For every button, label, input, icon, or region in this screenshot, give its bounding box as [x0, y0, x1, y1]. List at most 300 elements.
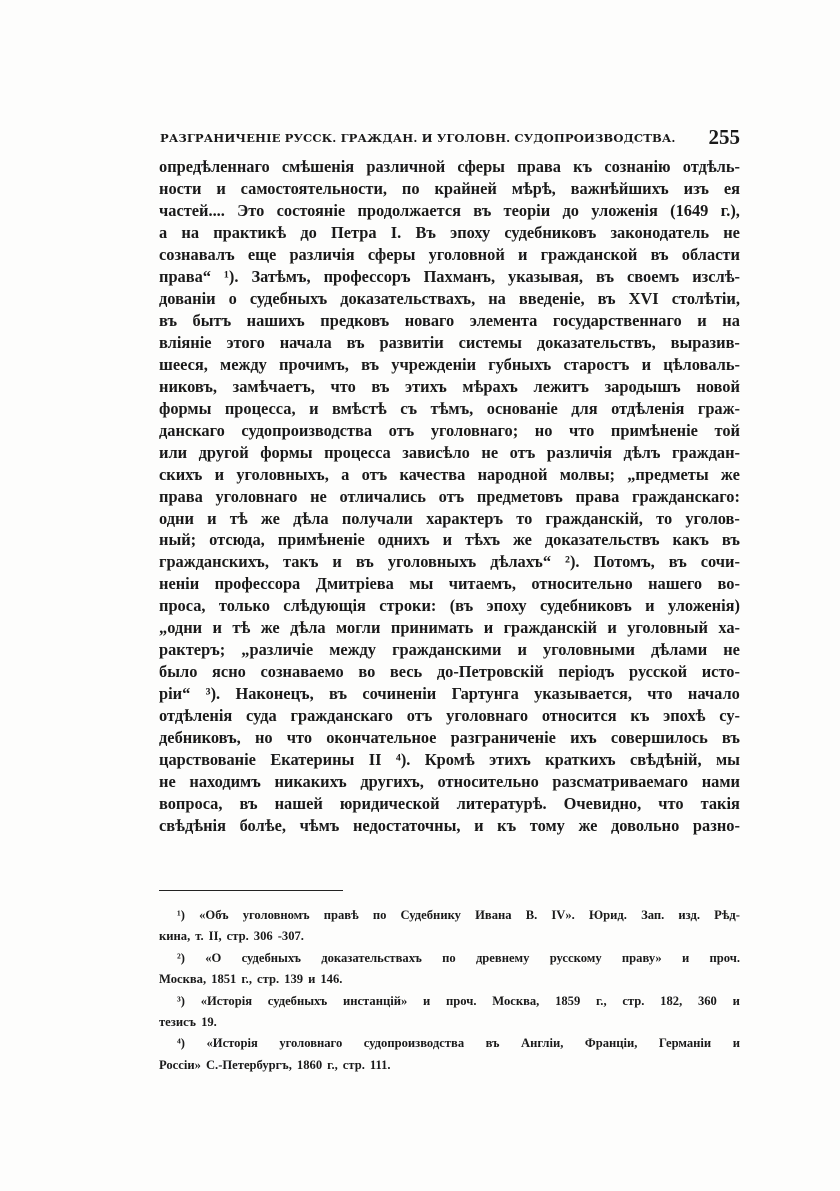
word: въ [597, 288, 616, 308]
word: русской [629, 662, 688, 682]
body-line [159, 288, 740, 310]
word: прочимъ, [279, 354, 349, 374]
word: Пахманъ, [423, 266, 496, 286]
word: изслѣ- [692, 266, 740, 286]
word: доказательствъ [544, 530, 660, 550]
word: судебныхъ [249, 288, 328, 308]
word: сочиненіи [362, 684, 437, 704]
word: стр. [226, 929, 249, 944]
word: данскаго [159, 420, 225, 440]
word: вопроса, [159, 794, 223, 814]
body-line [159, 683, 740, 705]
word: или [159, 442, 188, 462]
word: между [220, 354, 267, 374]
word: уголов- [685, 508, 740, 528]
word: а [341, 464, 350, 484]
word: что [658, 794, 684, 814]
word: тѣмъ, [430, 398, 474, 418]
word: разсматриваемаго [552, 772, 689, 792]
word: же [260, 508, 280, 528]
body-line [159, 244, 740, 266]
word: никовъ, [159, 376, 217, 396]
word: бытъ [192, 310, 232, 330]
word: Германіи [658, 1036, 712, 1051]
word: уложенія) [667, 596, 740, 616]
word: Екатерины [270, 750, 355, 770]
word: по [401, 178, 420, 198]
word: до [562, 200, 579, 220]
word: „одни [159, 618, 203, 638]
word: древнему [475, 950, 530, 965]
body-line [159, 661, 740, 683]
word: мы [409, 574, 434, 594]
word: весь [389, 662, 423, 682]
word: сознаваемо [260, 662, 344, 682]
word: г., [327, 1057, 338, 1072]
word: отъ [406, 706, 433, 726]
word: элемента [469, 310, 538, 330]
word: Затѣмъ, [251, 266, 311, 286]
word: 146. [320, 972, 343, 987]
word: ихъ [570, 728, 597, 748]
word: такъ [282, 552, 319, 572]
footnote-line [159, 1055, 740, 1076]
word: „предметы [627, 464, 709, 484]
word: отъ [509, 442, 536, 462]
word: своемъ [627, 266, 680, 286]
word: отличались [339, 486, 426, 506]
word: уголовными [543, 640, 635, 660]
word: дѣла [293, 508, 329, 528]
word: что [286, 728, 313, 748]
word: изд. [678, 908, 701, 922]
word: проч. [709, 950, 740, 965]
word: уголовный [627, 618, 708, 638]
word: (въ [449, 596, 474, 616]
word: другихъ, [360, 772, 424, 792]
word: во [358, 662, 376, 682]
body-line [159, 551, 740, 573]
word: судебныхъ [241, 950, 302, 965]
word: II, [208, 929, 222, 944]
word: Рѣд- [714, 908, 740, 922]
word: новаго [404, 310, 455, 330]
word: Это [237, 200, 265, 220]
word: тѣхъ [465, 530, 501, 550]
word: отсюда, [209, 530, 265, 550]
word: уголовнаго; [430, 420, 519, 440]
word: Гартунга [451, 684, 519, 704]
word: указывая, [508, 266, 584, 286]
word: что [647, 684, 673, 704]
word: до-Петровскій [436, 662, 544, 682]
word: уголовнаго [279, 1036, 343, 1051]
word: Москва, [492, 993, 540, 1008]
word: учрежденіи [391, 354, 477, 374]
word: продолжается [357, 200, 461, 220]
word: относительно [531, 574, 633, 594]
word: различной [366, 157, 446, 176]
running-head [160, 126, 740, 150]
word: дѣлами [651, 640, 708, 660]
word: разно- [692, 816, 740, 836]
word: строки: [379, 596, 437, 616]
word: этихъ [405, 376, 447, 396]
word: относится [541, 706, 617, 726]
word: нашей [274, 794, 323, 814]
word: ⁴). [395, 750, 411, 770]
word: но [254, 728, 273, 748]
body-line [159, 486, 740, 508]
body-line [159, 573, 740, 595]
word: царствованіе [159, 750, 256, 770]
word: однихъ [377, 530, 430, 550]
word: ности [159, 178, 202, 198]
word: но [534, 420, 553, 440]
word: же [578, 816, 598, 836]
word: гражданскаго: [632, 486, 740, 506]
word: въ [355, 552, 374, 572]
word: рактеръ; [159, 640, 226, 660]
word: уголовномъ [242, 908, 310, 922]
word: слѣдующія [283, 596, 366, 616]
word: отъ [438, 486, 465, 506]
word: могли [336, 618, 381, 638]
word: и [641, 354, 652, 374]
word: (1649 [670, 200, 709, 220]
word: лежитъ [533, 376, 589, 396]
footnotes [159, 905, 740, 1076]
word: 19. [201, 1014, 217, 1029]
word: и [681, 950, 690, 965]
word: неніи [159, 574, 200, 594]
word: въ [721, 530, 740, 550]
word: Судебнику [400, 908, 461, 922]
word: Наконецъ, [235, 684, 314, 704]
word: XVI [628, 288, 659, 308]
word: Дмитріева [315, 574, 394, 594]
word: гражданскаго [290, 706, 393, 726]
word: этого [226, 332, 265, 352]
word: судебниковъ [539, 596, 632, 616]
word: предковъ [320, 310, 390, 330]
word: суда [246, 706, 277, 726]
body-line [159, 442, 740, 464]
word: права [575, 486, 620, 506]
word: столѣтіи, [671, 288, 740, 308]
word: сознанію [604, 157, 671, 176]
word: «Исторія [206, 1036, 258, 1051]
body-line [159, 639, 740, 661]
body-line [159, 595, 740, 617]
word: начала [279, 332, 332, 352]
word: нашихъ [246, 310, 305, 330]
word: и [645, 596, 655, 616]
word: молвы; [559, 464, 615, 484]
word: Очевидно, [563, 794, 642, 814]
word: дованіи [159, 288, 216, 308]
word: юридической [339, 794, 440, 814]
word: права [517, 157, 561, 176]
word: системы [458, 332, 522, 352]
word: не [723, 640, 740, 660]
word: на [488, 288, 506, 308]
word: отдѣль- [682, 157, 740, 176]
word: указывается, [534, 684, 632, 704]
word: ный; [159, 530, 197, 550]
word: вліяніе [159, 332, 212, 352]
word: въ [668, 552, 687, 572]
word: гражданскій, [545, 508, 643, 528]
word: въ [346, 332, 365, 352]
word: получали [341, 508, 413, 528]
word: свѣдѣнія [159, 816, 226, 836]
word: различія [546, 442, 612, 462]
word: новой [696, 376, 740, 396]
word: въ [371, 376, 390, 396]
footnote-line [159, 926, 740, 947]
word: су- [719, 706, 740, 726]
footnote-line [159, 969, 740, 990]
word: дебниковъ, [159, 728, 241, 748]
word: проса, [159, 596, 206, 616]
footnote-line [159, 905, 740, 926]
body-line [159, 310, 740, 332]
word: во- [717, 574, 740, 594]
word: и [332, 552, 342, 572]
word: основаніе [486, 398, 558, 418]
word: крайней [434, 178, 497, 198]
word: замѣчаетъ, [232, 376, 315, 396]
word: той [714, 420, 740, 440]
word: читаемъ, [448, 574, 516, 594]
footnote-line [159, 948, 740, 969]
word: эпоху [486, 596, 527, 616]
word: одни [159, 508, 194, 528]
word: уголовныхъ [387, 552, 477, 572]
word: находимъ [189, 772, 261, 792]
word: въ [329, 684, 348, 704]
word: изъ [683, 178, 709, 198]
word: съ [400, 398, 418, 418]
word: гражданскихъ, [159, 552, 269, 572]
word: и [214, 464, 225, 484]
word: смѣшенія [281, 157, 355, 176]
word: ріи“ [159, 684, 191, 704]
word: уложенія [591, 200, 658, 220]
word: отдѣленія [159, 706, 233, 726]
word: вмѣстѣ [332, 398, 387, 418]
word: народной [477, 464, 548, 484]
footnote-line [159, 1012, 740, 1033]
word: нами [701, 772, 740, 792]
word: недостаточны, [352, 816, 461, 836]
word: литературѣ. [456, 794, 547, 814]
word: 182, [660, 993, 683, 1008]
word: Потомъ, [593, 552, 655, 572]
word: нашего [648, 574, 703, 594]
word: сферы [457, 157, 505, 176]
word: эпоху [450, 222, 491, 242]
word: цѣловаль- [663, 354, 740, 374]
word: уголовнаго [446, 706, 529, 726]
word: отъ [388, 420, 415, 440]
body-line [159, 266, 740, 288]
word: сферы [367, 244, 416, 264]
word: въ [485, 1036, 500, 1051]
word: по [442, 950, 456, 965]
word: 1860 [296, 1057, 323, 1072]
word: ²). [565, 552, 580, 572]
word: краткихъ [545, 750, 616, 770]
word: примѣненіе [277, 530, 365, 550]
word: не [310, 486, 327, 506]
word: опредѣленнаго [159, 157, 270, 176]
word: же [260, 618, 280, 638]
word: Петра [331, 222, 377, 242]
word: введеніе, [518, 288, 585, 308]
word: не [159, 772, 176, 792]
word: качества [399, 464, 466, 484]
word: Москва, [159, 972, 207, 987]
word: ³). [205, 684, 221, 704]
word: довольно [611, 816, 680, 836]
word: такія [700, 794, 740, 814]
word: профессоръ [323, 266, 411, 286]
word: уголовной [428, 244, 505, 264]
word: начало [687, 684, 740, 704]
word: 306 [253, 929, 273, 944]
word: русскому [549, 950, 602, 965]
word: на [181, 222, 200, 242]
word: только [218, 596, 270, 616]
body-line [159, 222, 740, 244]
word: и [207, 508, 217, 528]
body-line [159, 398, 740, 420]
word: ¹) [177, 908, 185, 922]
word: къ [630, 706, 650, 726]
word: II [368, 750, 382, 770]
word: и [474, 816, 484, 836]
word: же [720, 464, 740, 484]
word: уголовнаго [215, 486, 298, 506]
word: права“ [159, 266, 211, 286]
word: то [656, 508, 673, 528]
word: мѣрахъ [462, 376, 518, 396]
word: и [309, 398, 319, 418]
word: въ [650, 244, 669, 264]
word: отдѣленія [611, 398, 685, 418]
body-line [159, 156, 740, 178]
word: Зап. [641, 908, 665, 922]
body-line [159, 529, 740, 551]
word: въ [361, 354, 380, 374]
word: дѣлъ [623, 442, 661, 462]
word: судебниковъ [504, 222, 597, 242]
word: IV». [551, 908, 575, 922]
word: то [516, 508, 533, 528]
word: примѣненіе [610, 420, 698, 440]
word: тому [529, 816, 565, 836]
word: доказательствахъ [321, 950, 422, 965]
word: по [372, 908, 387, 922]
body-line [159, 727, 740, 749]
word: никакихъ [274, 772, 347, 792]
word: отъ [361, 464, 388, 484]
body-line [159, 705, 740, 727]
word: Франціи, [584, 1036, 638, 1051]
word: этихъ [489, 750, 531, 770]
word: г., [596, 993, 607, 1008]
word: свѣдѣній, [629, 750, 702, 770]
page-number: 255 [708, 125, 740, 149]
word: исто- [701, 662, 740, 682]
word: еще [247, 244, 277, 264]
body-line [159, 420, 740, 442]
word: С.-Петербургъ, [205, 1057, 292, 1072]
word: практикѣ [213, 222, 287, 242]
word: какъ [672, 530, 709, 550]
word: «Объ [199, 908, 229, 922]
word: судопроизводства [241, 420, 373, 440]
word: важнѣйшихъ [570, 178, 669, 198]
footnote-line [159, 991, 740, 1012]
word: а [159, 222, 168, 242]
word: стр. [622, 993, 645, 1008]
word: В. [525, 908, 538, 922]
word: стр. [342, 1057, 365, 1072]
word: выразив- [670, 332, 740, 352]
body-line [159, 376, 740, 398]
word: что [569, 420, 595, 440]
word: характеръ [426, 508, 504, 528]
word: предметовъ [476, 486, 563, 506]
word: граждан- [671, 442, 740, 462]
word: развитіи [379, 332, 444, 352]
word: теоріи [503, 200, 551, 220]
word: стр. [257, 972, 280, 987]
word: судебныхъ [267, 993, 328, 1008]
word: скихъ [159, 464, 203, 484]
word: ³) [177, 993, 185, 1008]
word: права [159, 486, 203, 506]
word: гражданскій [503, 618, 597, 638]
word: не [481, 442, 499, 462]
word: къ [497, 816, 517, 836]
word: Юрид. [588, 908, 627, 922]
body-line [159, 200, 740, 222]
body-line [159, 771, 740, 793]
word: дѣла [290, 618, 326, 638]
word: частей.... [159, 200, 225, 220]
word: другой [198, 442, 249, 462]
word: гражданскими [392, 640, 502, 660]
word: Россіи» [159, 1057, 201, 1072]
word: между [329, 640, 376, 660]
running-title: РАЗГРАНИЧЕНІЕ РУССК. ГРАЖДАН. И УГОЛОВН. СУДОПРОИЗВОДСТВА. [160, 131, 676, 145]
word: доказательствахъ, [340, 288, 476, 308]
word: и [697, 310, 707, 330]
word: и [517, 640, 527, 660]
word: въ [721, 728, 740, 748]
word: ясно [212, 662, 246, 682]
word: уголовныхъ, [236, 464, 329, 484]
word: зависѣло [402, 442, 470, 462]
word: окончательное [326, 728, 437, 748]
body-line [159, 815, 740, 837]
word: и [517, 244, 528, 264]
word: сознавалъ [159, 244, 235, 264]
